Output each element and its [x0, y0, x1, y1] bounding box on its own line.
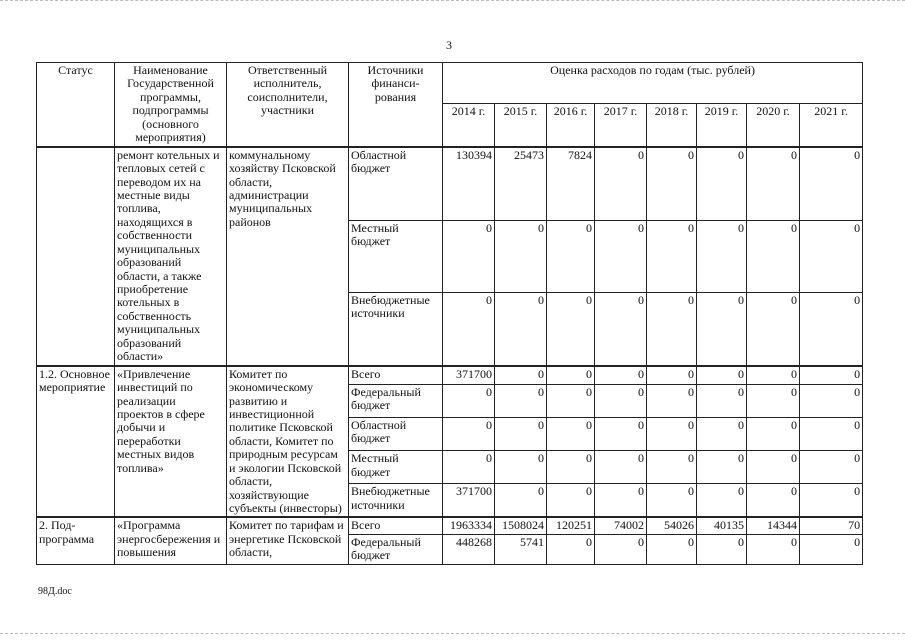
expense-value: 0	[747, 220, 800, 292]
expense-value: 0	[697, 484, 747, 518]
expense-value: 130394	[443, 147, 495, 220]
expense-value: 0	[595, 534, 647, 564]
expense-value: 0	[443, 292, 495, 365]
expense-value: 0	[495, 451, 547, 484]
budget-table	[36, 62, 863, 565]
header-year: 2018 г.	[647, 104, 697, 147]
funding-source: Внебюджетные источники	[349, 484, 443, 518]
expense-value: 0	[800, 534, 863, 564]
expense-value: 0	[747, 384, 800, 417]
expense-value: 0	[800, 292, 863, 365]
expense-value: 0	[697, 384, 747, 417]
expense-value: 0	[595, 418, 647, 451]
expense-value: 371700	[443, 484, 495, 518]
page-number: 3	[446, 38, 452, 52]
expense-value: 0	[800, 220, 863, 292]
expense-value: 0	[647, 292, 697, 365]
header-year: 2016 г.	[547, 104, 595, 147]
header-year: 2019 г.	[697, 104, 747, 147]
expense-value: 0	[647, 534, 697, 564]
expense-value: 0	[647, 418, 697, 451]
expense-value: 0	[647, 220, 697, 292]
expense-value: 54026	[647, 517, 697, 534]
expense-value: 0	[697, 366, 747, 385]
expense-value: 0	[547, 292, 595, 365]
table-row	[37, 517, 863, 534]
scan-edge-bottom	[0, 633, 905, 636]
expense-value: 0	[747, 534, 800, 564]
expense-value: 0	[800, 384, 863, 417]
expense-value: 0	[747, 451, 800, 484]
expense-value: 0	[800, 451, 863, 484]
funding-source: Федеральный бюджет	[349, 384, 443, 417]
funding-source: Внебюджетные источники	[349, 292, 443, 365]
header-year: 2014 г.	[443, 104, 495, 147]
expense-value: 0	[495, 292, 547, 365]
row-executor: Комитет по тарифам и энергетике Псковской области,	[227, 517, 349, 564]
expense-value: 0	[647, 384, 697, 417]
row-status: 1.2. Основное мероприятие	[37, 366, 115, 518]
expense-value: 0	[547, 418, 595, 451]
header-expenses: Оценка расходов по годам (тыс. рублей)	[443, 63, 863, 104]
expense-value: 0	[595, 292, 647, 365]
header-year: 2020 г.	[747, 104, 800, 147]
expense-value: 70	[800, 517, 863, 534]
header-year: 2021 г.	[800, 104, 863, 147]
expense-value: 0	[495, 366, 547, 385]
funding-source: Всего	[349, 517, 443, 534]
expense-value: 0	[495, 484, 547, 518]
expense-value: 0	[747, 147, 800, 220]
funding-source: Всего	[349, 366, 443, 385]
expense-value: 0	[747, 292, 800, 365]
header-year: 2017 г.	[595, 104, 647, 147]
expense-value: 1508024	[495, 517, 547, 534]
funding-source: Областной бюджет	[349, 418, 443, 451]
row-status: 2. Под-программа	[37, 517, 115, 564]
expense-value: 0	[595, 220, 647, 292]
expense-value: 0	[547, 384, 595, 417]
expense-value: 0	[800, 147, 863, 220]
expense-value: 74002	[595, 517, 647, 534]
expense-value: 371700	[443, 366, 495, 385]
expense-value: 0	[595, 451, 647, 484]
expense-value: 0	[697, 220, 747, 292]
row-name: «Привлечение инвестиций по реализации проектов в сфере добычи и переработки местных видов топлива»	[115, 366, 227, 518]
table-row	[37, 366, 863, 385]
expense-value: 0	[495, 220, 547, 292]
expense-value: 0	[697, 292, 747, 365]
expense-value: 1963334	[443, 517, 495, 534]
expense-value: 0	[495, 418, 547, 451]
expense-value: 120251	[547, 517, 595, 534]
expense-value: 0	[547, 220, 595, 292]
expense-value: 0	[595, 366, 647, 385]
expense-value: 0	[697, 534, 747, 564]
expense-value: 5741	[495, 534, 547, 564]
footer-filename: 98Д.doc	[38, 586, 72, 597]
expense-value: 7824	[547, 147, 595, 220]
expense-value: 0	[443, 384, 495, 417]
expense-value: 0	[800, 484, 863, 518]
row-status	[37, 147, 115, 366]
expense-value: 0	[647, 451, 697, 484]
row-executor: Комитет по экономическому развитию и инвестиционной политике Псковской области, Комитет по природным ресурсам и экологии Псковской области, хозяйствующие субъекты (инвесторы)	[227, 366, 349, 518]
row-name: «Программа энергосбережения и повышения	[115, 517, 227, 564]
expense-value: 0	[443, 220, 495, 292]
header-year: 2015 г.	[495, 104, 547, 147]
expense-value: 0	[443, 451, 495, 484]
expense-value: 25473	[495, 147, 547, 220]
expense-value: 0	[747, 418, 800, 451]
funding-source: Областной бюджет	[349, 147, 443, 220]
header-sources: Источники финанси-рования	[349, 63, 443, 147]
expense-value: 40135	[697, 517, 747, 534]
header-name: Наименование Государственной программы, подпрограммы (основного мероприятия)	[115, 63, 227, 147]
row-name: ремонт котельных и тепловых сетей с переводом их на местные виды топлива, находящихся в собственности муниципальных образований области, а также приобретение котельных в собственность муниципальных образований области»	[115, 147, 227, 366]
expense-value: 0	[547, 484, 595, 518]
expense-value: 0	[747, 366, 800, 385]
expense-value: 0	[697, 451, 747, 484]
header-status: Статус	[37, 63, 115, 147]
expense-value: 0	[747, 484, 800, 518]
expense-value: 0	[595, 384, 647, 417]
expense-value: 0	[800, 366, 863, 385]
expense-value: 0	[647, 484, 697, 518]
expense-value: 0	[800, 418, 863, 451]
expense-value: 0	[547, 534, 595, 564]
expense-value: 0	[647, 366, 697, 385]
scan-edge-top	[0, 0, 905, 3]
expense-value: 0	[595, 484, 647, 518]
expense-value: 0	[495, 384, 547, 417]
expense-value: 0	[697, 147, 747, 220]
expense-value: 14344	[747, 517, 800, 534]
expense-value: 0	[647, 147, 697, 220]
row-executor: коммунальному хозяйству Псковской области, администрации муниципальных районов	[227, 147, 349, 366]
expense-value: 0	[595, 147, 647, 220]
expense-value: 0	[443, 418, 495, 451]
expense-value: 0	[547, 451, 595, 484]
expense-value: 0	[547, 366, 595, 385]
funding-source: Федеральный бюджет	[349, 534, 443, 564]
header-executor: Ответственный исполнитель, соисполнители, участники	[227, 63, 349, 147]
expense-value: 0	[697, 418, 747, 451]
expense-value: 448268	[443, 534, 495, 564]
funding-source: Местный бюджет	[349, 220, 443, 292]
table-row	[37, 147, 863, 220]
funding-source: Местный бюджет	[349, 451, 443, 484]
